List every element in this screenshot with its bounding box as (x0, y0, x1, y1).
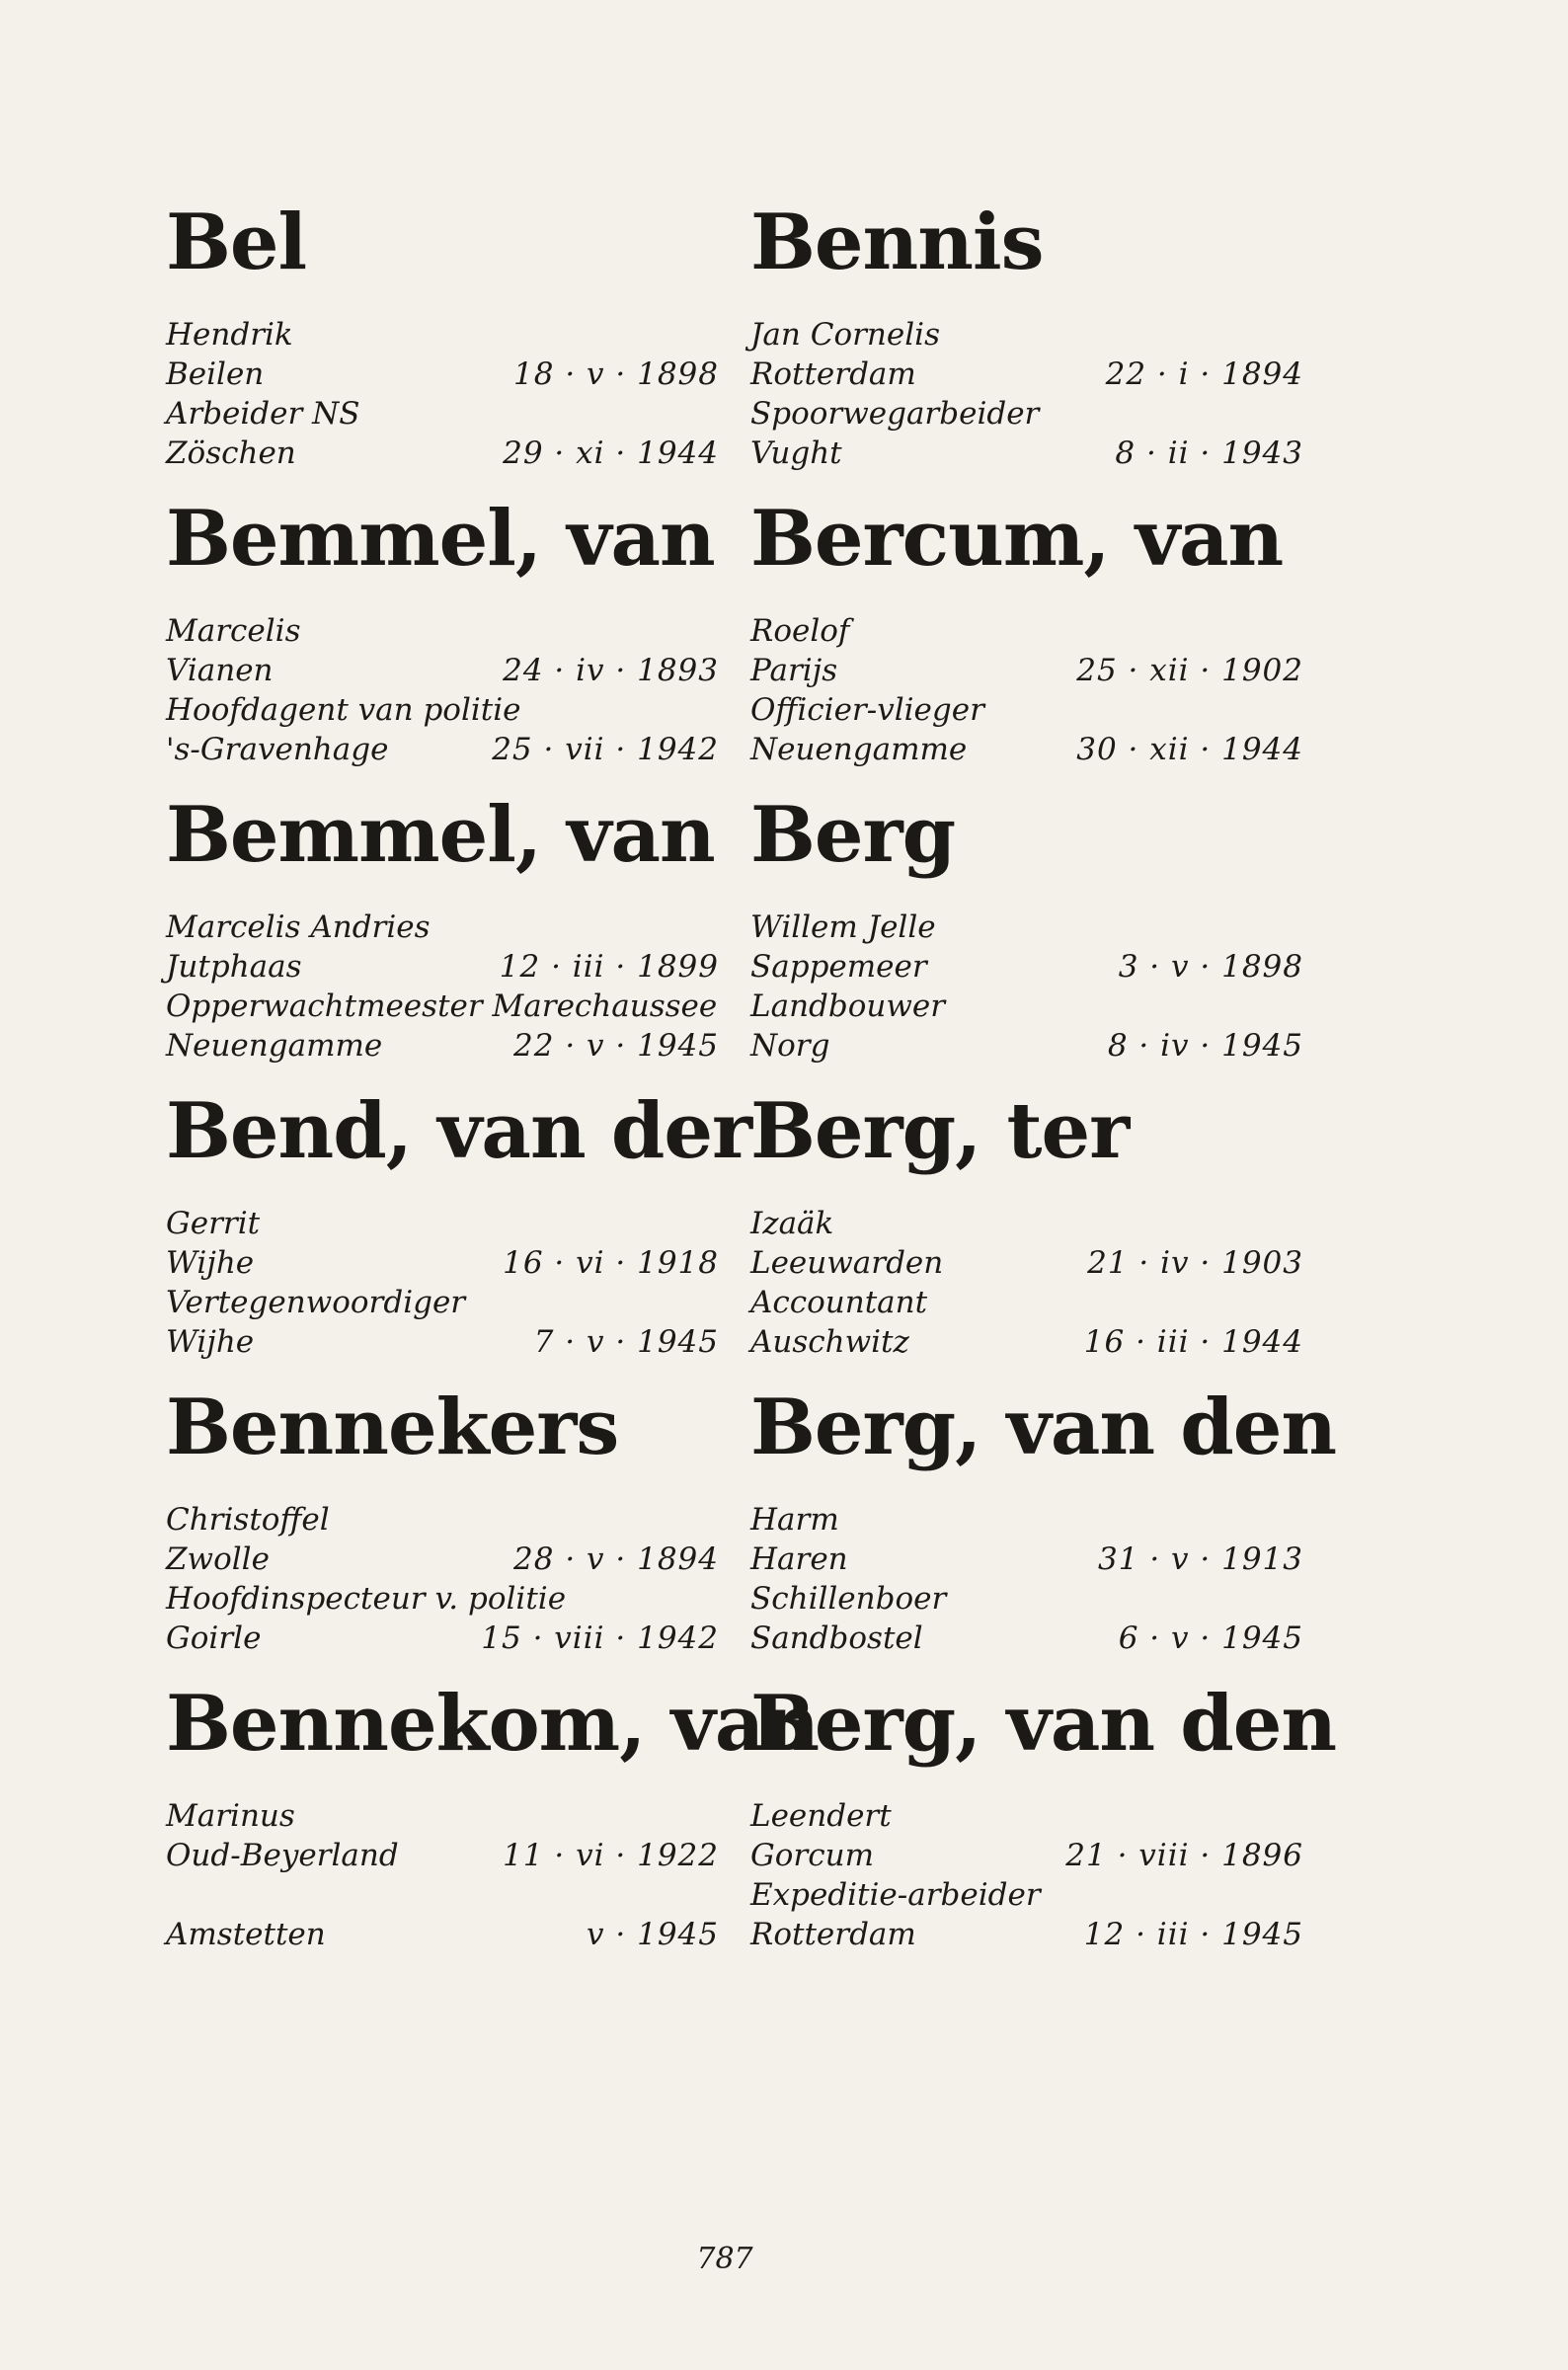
name-entry (166, 193, 719, 489)
entry-line (166, 394, 719, 434)
entry-line (750, 355, 1303, 394)
death-date: 8 · ii · 1943 (1115, 435, 1303, 471)
surname: Bemmel, van (166, 494, 715, 584)
death-place: Neuengamme (750, 732, 968, 767)
death-place: Rotterdam (750, 1917, 916, 1952)
entry-line (166, 1204, 719, 1243)
entry-line (750, 1204, 1303, 1243)
birth-date: 11 · vi · 1922 (503, 1838, 719, 1873)
birth-date: 21 · iv · 1903 (1087, 1245, 1303, 1281)
birth-date: 21 · viii · 1896 (1065, 1838, 1303, 1873)
occupation: Accountant (750, 1285, 928, 1320)
name-entry (166, 785, 719, 1081)
entry-line (166, 987, 719, 1026)
surname: Berg, van den (750, 1382, 1337, 1472)
death-date: 6 · v · 1945 (1118, 1620, 1303, 1656)
entry-line (166, 1283, 719, 1322)
occupation: Expeditie-arbeider (750, 1877, 1041, 1913)
entry-line (750, 1915, 1303, 1954)
birth-date: 28 · v · 1894 (513, 1541, 719, 1577)
name-entry (750, 785, 1303, 1081)
entry-line (166, 1619, 719, 1658)
death-place: Vught (750, 435, 842, 471)
death-place: Wijhe (166, 1324, 255, 1360)
birth-place: Vianen (166, 653, 274, 688)
occupation: Vertegenwoordiger (166, 1285, 466, 1320)
entry-line (750, 434, 1303, 473)
right-column (750, 193, 1337, 1970)
entry-line (750, 987, 1303, 1026)
first-names: Izaäk (750, 1206, 834, 1241)
name-entry (750, 489, 1303, 785)
occupation: Spoorwegarbeider (750, 396, 1040, 432)
entry-line (750, 394, 1303, 434)
surname: Berg, ter (750, 1086, 1130, 1176)
birth-place: Beilen (166, 356, 265, 392)
occupation: Officier-vlieger (750, 692, 984, 728)
entry-line (166, 651, 719, 690)
entry-line (750, 947, 1303, 987)
death-place: Sandbostel (750, 1620, 923, 1656)
entry-line (166, 1322, 719, 1362)
death-place: Neuengamme (166, 1028, 383, 1064)
page-number: 787 (696, 2242, 753, 2276)
entry-line (166, 355, 719, 394)
death-date: 12 · iii · 1945 (1083, 1917, 1303, 1952)
birth-date: 25 · xii · 1902 (1076, 653, 1303, 688)
entry-line (750, 315, 1303, 355)
first-names: Christoffel (166, 1502, 330, 1538)
name-entry (750, 193, 1303, 489)
entry-line (750, 611, 1303, 651)
entry-line (166, 947, 719, 987)
birth-place: Parijs (750, 653, 838, 688)
surname: Bend, van der (166, 1086, 752, 1176)
entry-line (166, 1026, 719, 1066)
surname: Bennekers (166, 1382, 619, 1472)
entry-line (750, 1026, 1303, 1066)
entry-line (166, 315, 719, 355)
bleed-through-texture (1264, 193, 1568, 501)
entry-line (166, 1836, 719, 1875)
birth-date: 12 · iii · 1899 (499, 949, 719, 985)
occupation: Hoofdagent van politie (166, 692, 521, 728)
occupation: Landbouwer (750, 988, 946, 1024)
death-date: v · 1945 (587, 1917, 719, 1952)
first-names: Roelof (750, 613, 850, 649)
first-names: Leendert (750, 1798, 892, 1834)
death-place: Zöschen (166, 435, 296, 471)
birth-place: Gorcum (750, 1838, 874, 1873)
entry-line (166, 1500, 719, 1540)
entry-line (166, 730, 719, 769)
birth-place: Haren (750, 1541, 848, 1577)
first-names: Hendrik (166, 317, 293, 353)
death-place: Amstetten (166, 1917, 326, 1952)
entry-line (750, 1619, 1303, 1658)
birth-place: Zwolle (166, 1541, 270, 1577)
first-names: Harm (750, 1502, 839, 1538)
death-date: 25 · vii · 1942 (492, 732, 719, 767)
death-date: 30 · xii · 1944 (1076, 732, 1303, 767)
entry-line (750, 690, 1303, 730)
name-entry (166, 1081, 752, 1378)
entry-line (166, 1540, 719, 1579)
surname: Bel (166, 198, 307, 287)
birth-date: 22 · i · 1894 (1105, 356, 1303, 392)
first-names: Gerrit (166, 1206, 261, 1241)
entry-line (166, 1579, 719, 1619)
first-names: Willem Jelle (750, 909, 936, 945)
name-entry (166, 1378, 719, 1674)
name-entry (750, 1081, 1303, 1378)
entry-line (166, 1796, 719, 1836)
entry-line (750, 1243, 1303, 1283)
birth-place: Leeuwarden (750, 1245, 944, 1281)
entry-line (750, 1500, 1303, 1540)
surname: Bemmel, van (166, 790, 715, 880)
name-entry (750, 1674, 1337, 1970)
birth-date: 31 · v · 1913 (1098, 1541, 1303, 1577)
death-place: Norg (750, 1028, 830, 1064)
birth-date: 24 · iv · 1893 (503, 653, 719, 688)
entry-line (750, 1836, 1303, 1875)
death-date: 15 · viii · 1942 (481, 1620, 719, 1656)
birth-place: Oud-Beyerland (166, 1838, 399, 1873)
entry-line (166, 1243, 719, 1283)
death-date: 7 · v · 1945 (533, 1324, 719, 1360)
entry-line (166, 1875, 719, 1915)
entry-line (750, 1875, 1303, 1915)
birth-place: Sappemeer (750, 949, 927, 985)
occupation: Arbeider NS (166, 396, 360, 432)
entry-line (750, 1540, 1303, 1579)
surname: Bennis (750, 198, 1044, 287)
entry-line (750, 1322, 1303, 1362)
entry-line (166, 908, 719, 947)
entry-line (166, 611, 719, 651)
entry-line (166, 690, 719, 730)
first-names: Marcelis Andries (166, 909, 431, 945)
bleed-through-block (1264, 193, 1568, 501)
entry-line (166, 1915, 719, 1954)
birth-date: 3 · v · 1898 (1118, 949, 1303, 985)
entry-line (750, 1796, 1303, 1836)
first-names: Marcelis (166, 613, 301, 649)
death-date: 8 · iv · 1945 (1107, 1028, 1303, 1064)
first-names: Marinus (166, 1798, 295, 1834)
occupation: Schillenboer (750, 1581, 947, 1617)
death-date: 22 · v · 1945 (513, 1028, 719, 1064)
birth-date: 16 · vi · 1918 (503, 1245, 719, 1281)
surname: Berg, van den (750, 1679, 1337, 1769)
birth-place: Wijhe (166, 1245, 255, 1281)
surname: Berg (750, 790, 956, 880)
entry-line (750, 730, 1303, 769)
birth-place: Jutphaas (166, 949, 302, 985)
entry-line (750, 1283, 1303, 1322)
occupation: Opperwachtmeester Marechaussee (166, 988, 718, 1024)
first-names: Jan Cornelis (750, 317, 940, 353)
death-place: Goirle (166, 1620, 262, 1656)
death-place: Auschwitz (750, 1324, 909, 1360)
name-entry (166, 489, 719, 785)
death-place: 's-Gravenhage (166, 732, 389, 767)
entry-line (750, 1579, 1303, 1619)
birth-place: Rotterdam (750, 356, 916, 392)
birth-date: 18 · v · 1898 (513, 356, 719, 392)
entry-line (750, 651, 1303, 690)
entry-line (750, 908, 1303, 947)
death-date: 29 · xi · 1944 (503, 435, 719, 471)
name-entry (750, 1378, 1337, 1674)
occupation: Hoofdinspecteur v. politie (166, 1581, 567, 1617)
death-date: 16 · iii · 1944 (1083, 1324, 1303, 1360)
surname: Bennekom, van (166, 1679, 820, 1769)
surname: Bercum, van (750, 494, 1284, 584)
entry-line (166, 434, 719, 473)
